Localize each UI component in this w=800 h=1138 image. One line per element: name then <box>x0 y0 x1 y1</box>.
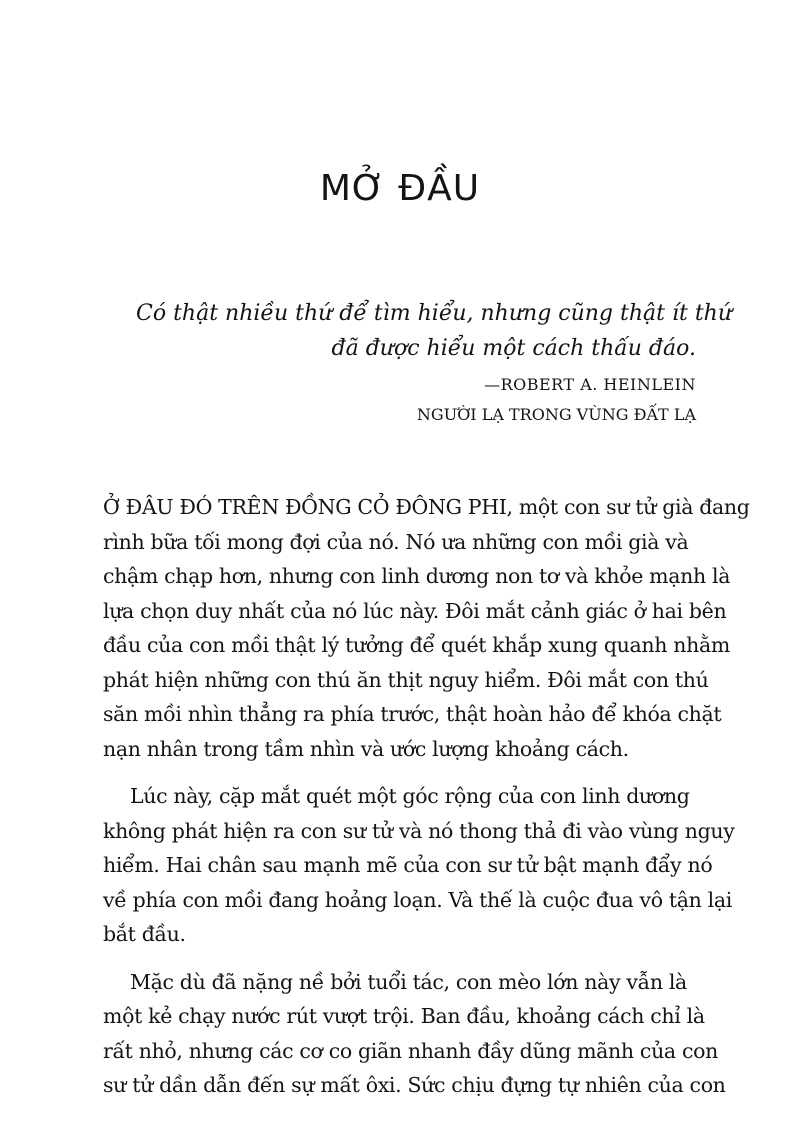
paragraph <box>103 490 750 766</box>
text-line: hiểm. Hai chân sau mạnh mẽ của con sư tử bật mạnh đẩy nó <box>103 853 713 877</box>
epigraph-line: Có thật nhiều thứ để tìm hiểu, nhưng cũng thật ít thứ <box>136 301 733 326</box>
text-line: bắt đầu. <box>103 922 186 946</box>
text-line: lựa chọn duy nhất của nó lúc này. Đôi mắt cảnh giác ở hai bên <box>103 598 727 623</box>
text-line: một kẻ chạy nước rút vượt trội. Ban đầu, khoảng cách chỉ là <box>103 1004 705 1028</box>
epigraph <box>136 296 733 426</box>
chapter-title: MỞ ĐẦU <box>319 168 481 209</box>
text-line: đầu của con mồi thật lý tưởng để quét khắp xung quanh nhằm <box>103 633 730 657</box>
text-line: không phát hiện ra con sư tử và nó thong thả đi vào vùng nguy <box>103 818 735 843</box>
body-text <box>103 490 750 1103</box>
text-line: rình bữa tối mong đợi của nó. Nó ưa những con mồi già và <box>103 529 689 554</box>
text-line: sư tử dần dẫn đến sự mất ôxi. Sức chịu đựng tự nhiên của con <box>103 1073 726 1097</box>
text-line: chậm chạp hơn, nhưng con linh dương non tơ và khỏe mạnh là <box>103 564 731 588</box>
epigraph-line: đã được hiểu một cách thấu đáo. <box>331 336 696 361</box>
text-line: Ở ĐÂU ĐÓ TRÊN ĐỒNG CỎ ĐÔNG PHI, một con sư tử già đang <box>103 495 750 519</box>
text-line: rất nhỏ, nhưng các cơ co giãn nhanh đầy dũng mãnh của con <box>103 1038 718 1063</box>
paragraph <box>103 965 726 1103</box>
text-line: săn mồi nhìn thẳng ra phía trước, thật hoàn hảo để khóa chặt <box>103 702 722 726</box>
epigraph-source: NGƯỜI LẠ TRONG VÙNG ĐẤT LẠ <box>416 405 696 424</box>
paragraph <box>103 779 735 952</box>
text-line: Lúc này, cặp mắt quét một góc rộng của con linh dương <box>130 784 690 808</box>
text-line: nạn nhân trong tầm nhìn và ước lượng khoảng cách. <box>103 736 629 761</box>
epigraph-attribution: —ROBERT A. HEINLEIN <box>484 375 696 394</box>
text-line: phát hiện những con thú ăn thịt nguy hiểm. Đôi mắt con thú <box>103 667 709 692</box>
text-line: về phía con mồi đang hoảng loạn. Và thế là cuộc đua vô tận lại <box>103 887 732 912</box>
text-line: Mặc dù đã nặng nề bởi tuổi tác, con mèo lớn này vẫn là <box>130 969 687 994</box>
